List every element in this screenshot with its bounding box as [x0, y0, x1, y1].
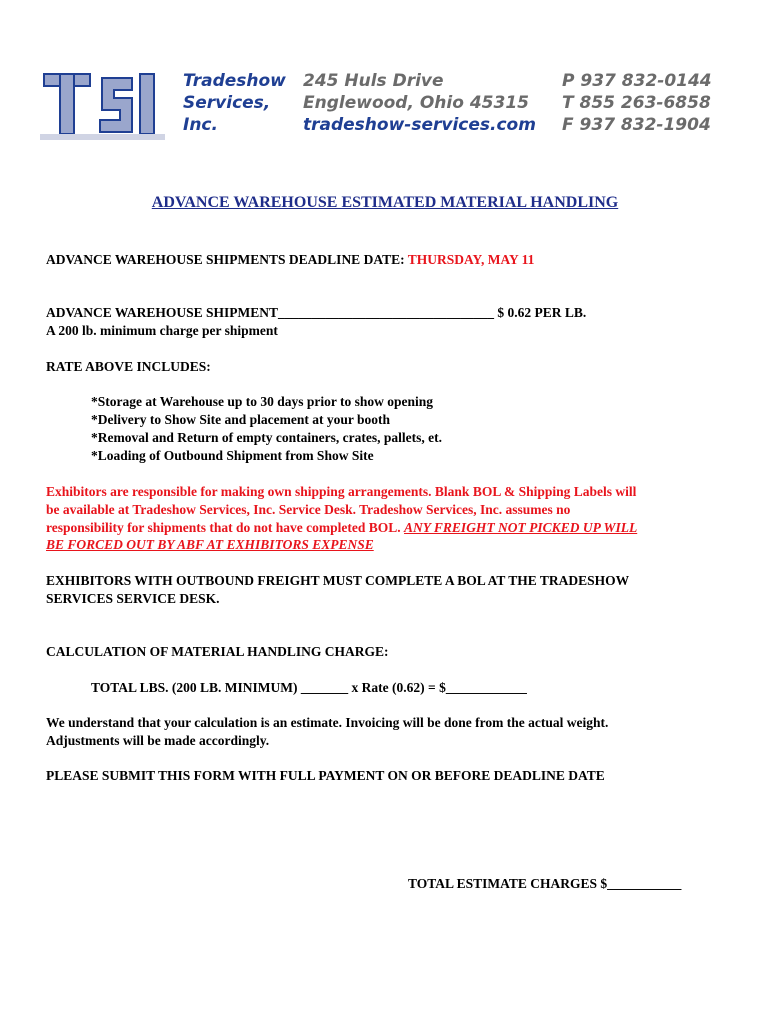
submit-instruction: PLEASE SUBMIT THIS FORM WITH FULL PAYMENT ON OR BEFORE DEADLINE DATE [46, 768, 605, 783]
includes-item: *Removal and Return of empty containers, crates, pallets, et. [91, 430, 442, 445]
outbound-notice: EXHIBITORS WITH OUTBOUND FREIGHT MUST COMPLETE A BOL AT THE TRADESHOW [46, 573, 630, 588]
fax-number: F 937 832-1904 [562, 115, 711, 135]
includes-item: *Loading of Outbound Shipment from Show Site [91, 448, 374, 463]
website-link[interactable]: tradeshow-services.com [303, 115, 536, 135]
calculation-formula[interactable]: TOTAL LBS. (200 LB. MINIMUM) _______ x Rate (0.62) = $____________ [91, 680, 527, 695]
deadline-line: ADVANCE WAREHOUSE SHIPMENTS DEADLINE DATE: THURSDAY, MAY 11 [46, 252, 535, 267]
phone-number: P 937 832-0144 [562, 71, 712, 91]
company-phones [562, 70, 712, 136]
notice-line: Exhibitors are responsible for making own shipping arrangements. Blank BOL & Shipping Labels will [46, 484, 637, 499]
estimate-note: Adjustments will be made accordingly. [46, 733, 270, 748]
includes-item: *Storage at Warehouse up to 30 days prior to show opening [91, 394, 434, 409]
deadline-date: THURSDAY, MAY 11 [407, 252, 535, 267]
notice-line: be available at Tradeshow Services, Inc. Service Desk. Tradeshow Services, Inc. assumes no [46, 502, 571, 517]
company-logo [40, 68, 165, 148]
total-estimate-charges[interactable]: TOTAL ESTIMATE CHARGES $___________ [408, 876, 682, 891]
toll-free-number: T 855 263-6858 [562, 93, 711, 113]
company-name: Tradeshow Services, Inc. [183, 71, 286, 135]
notice-line: responsibility for shipments that do not have completed BOL. ANY FREIGHT NOT PICKED UP WILL [46, 520, 638, 535]
calculation-heading: CALCULATION OF MATERIAL HANDLING CHARGE: [46, 644, 389, 659]
estimate-note: We understand that your calculation is an estimate. Invoicing will be done from the actual weight. [46, 715, 609, 730]
notice-warning: BE FORCED OUT BY ABF AT EXHIBITORS EXPENSE [46, 537, 374, 552]
includes-item: *Delivery to Show Site and placement at your booth [91, 412, 390, 427]
shipment-rate-line: ADVANCE WAREHOUSE SHIPMENT________________________________ $ 0.62 PER LB. [46, 305, 587, 320]
minimum-charge: A 200 lb. minimum charge per shipment [46, 323, 278, 338]
includes-heading: RATE ABOVE INCLUDES: [46, 359, 211, 374]
outbound-notice: SERVICES SERVICE DESK. [46, 591, 220, 606]
company-address: 245 Huls Drive Englewood, Ohio 45315 tradeshow-services.com [303, 71, 536, 135]
document-title: ADVANCE WAREHOUSE ESTIMATED MATERIAL HANDLING [151, 194, 619, 211]
